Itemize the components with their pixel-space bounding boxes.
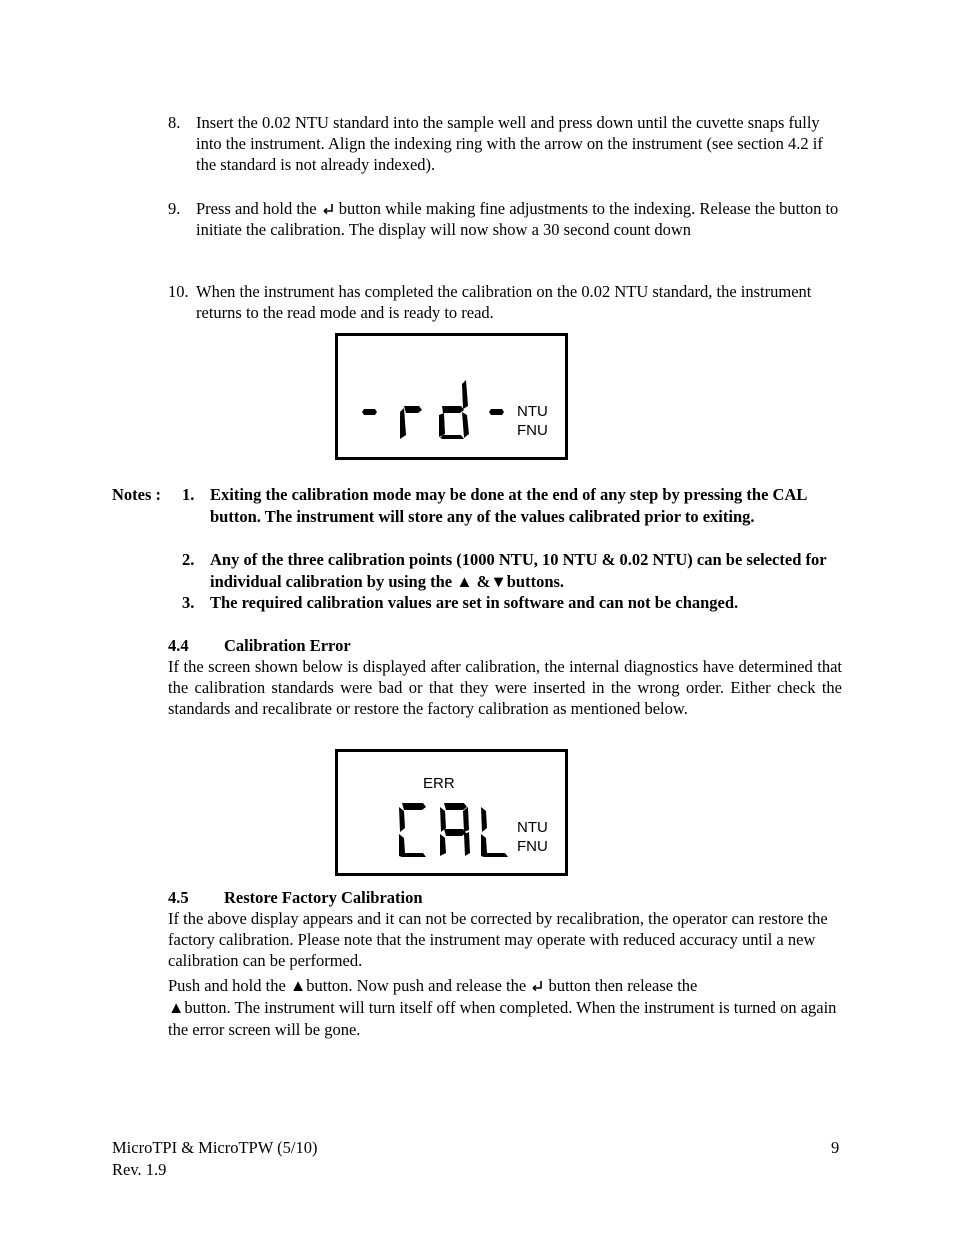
section-body: If the screen shown below is displayed after calibration, the internal diagnostics have determined that the calibration standards were bad or that they were inserted in the wrong order. Either check the standards and recalibrate or restore the factory calibration as mentioned below.	[168, 657, 842, 718]
section-body: If the above display appears and it can not be corrected by recalibration, the operator can restore the factory calibration. Please note that the instrument may operate with reduced accuracy until a new calibration can be performed.	[168, 909, 828, 970]
section-heading-4-4	[168, 635, 351, 656]
lcd-unit-fnu: FNU	[517, 838, 548, 855]
footer-revision: Rev. 1.9	[112, 1160, 167, 1179]
step-text-pre: Press and hold the	[196, 199, 321, 218]
section-number: 4.4	[168, 636, 189, 655]
text-fragment: button then release the	[544, 976, 698, 995]
lcd-unit-ntu: NTU	[517, 819, 548, 836]
footer-title: MicroTPI & MicroTPW (5/10)	[112, 1138, 318, 1157]
section-title: Calibration Error	[224, 636, 351, 655]
step-number: 10.	[168, 282, 189, 301]
section-title: Restore Factory Calibration	[224, 888, 423, 907]
note-number: 1.	[182, 485, 195, 504]
section-number: 4.5	[168, 888, 189, 907]
note-number: 2.	[182, 550, 195, 569]
lcd-err-indicator: ERR	[423, 775, 455, 792]
text-fragment: ▲button. The instrument will turn itself off when completed. When the instrument is turned on again the error screen will be gone.	[168, 998, 837, 1039]
step-text: When the instrument has completed the calibration on the 0.02 NTU standard, the instrument returns to the read mode and is ready to read.	[196, 282, 812, 322]
text-fragment: Push and hold the ▲button. Now push and release the	[168, 976, 531, 995]
enter-icon	[321, 200, 335, 214]
step-number: 8.	[168, 113, 181, 132]
step-text: Insert the 0.02 NTU standard into the sample well and press down until the cuvette snaps fully into the instrument. Align the indexing ring with the arrow on the instrument (see section 4.2 if the standard is not already indexed).	[196, 113, 823, 174]
step-number: 9.	[168, 199, 181, 218]
note-text: The required calibration values are set in software and can not be changed.	[210, 593, 739, 612]
notes-label: Notes :	[112, 485, 162, 504]
section-body-2	[168, 975, 842, 1041]
note-text: Exiting the calibration mode may be done at the end of any step by pressing the CAL button. The instrument will store any of the values calibrated prior to exiting.	[210, 485, 807, 526]
lcd-unit-fnu: FNU	[517, 422, 548, 439]
section-heading-4-5	[168, 887, 423, 908]
enter-icon	[530, 977, 544, 991]
page-number: 9	[831, 1138, 840, 1157]
lcd-error-display	[335, 749, 568, 876]
step-text	[196, 198, 846, 240]
step-text-post: button while making fine adjustments to the indexing. Release the button to initiate the calibration. The display will now show a 30 second count down	[196, 199, 839, 239]
note-number: 3.	[182, 593, 195, 612]
note-text: Any of the three calibration points (1000 NTU, 10 NTU & 0.02 NTU) can be selected for individual calibration by using the ▲ &▼buttons.	[210, 550, 827, 591]
lcd-read-display	[335, 333, 568, 460]
lcd-unit-ntu: NTU	[517, 403, 548, 420]
